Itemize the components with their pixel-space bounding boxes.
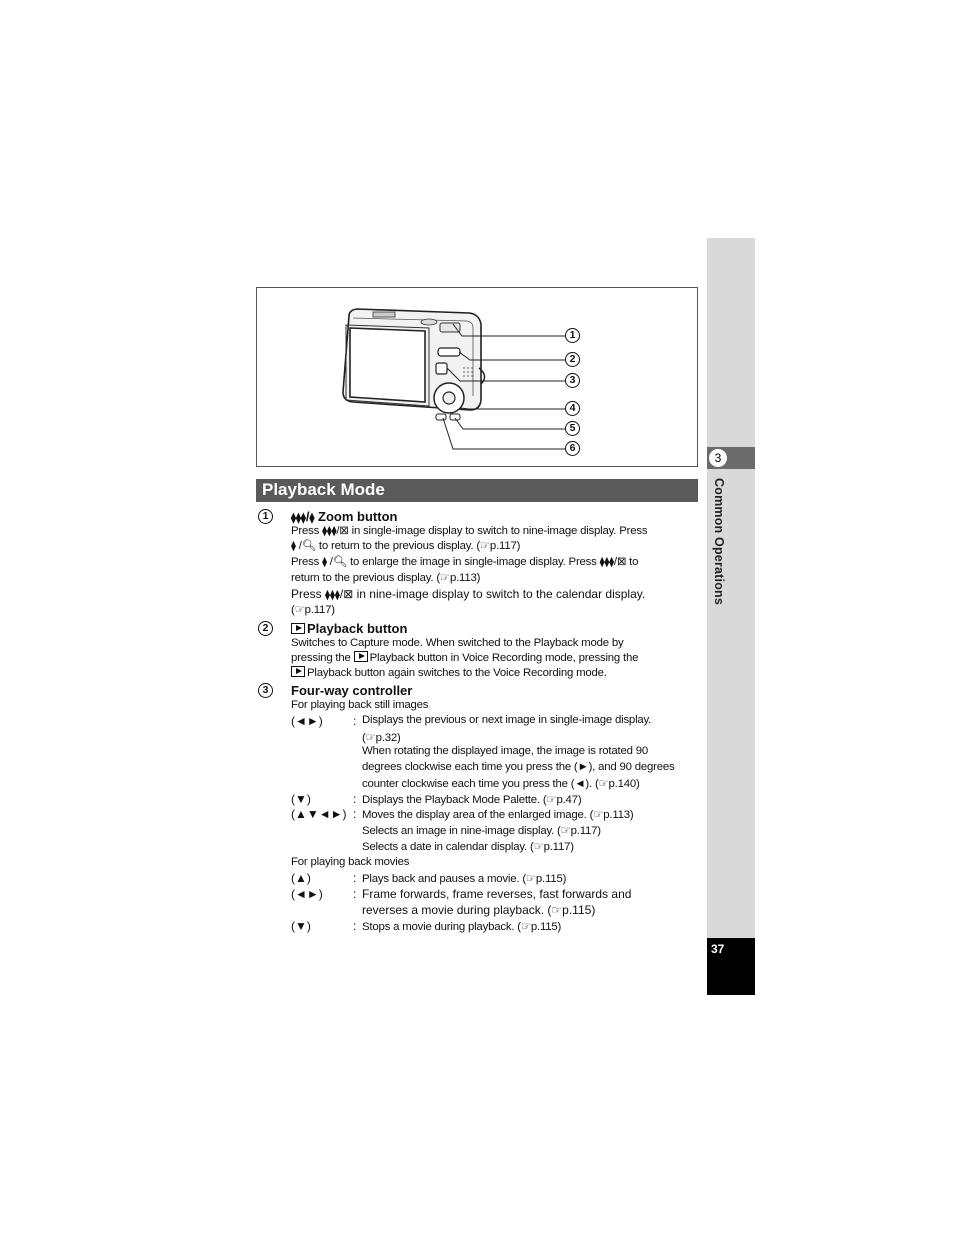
camera-figure	[256, 287, 698, 467]
magnify-icon: 🔍︎	[332, 556, 348, 568]
zoom-line-6: (☞p.117)	[291, 604, 335, 616]
zoom-out-icon: ⧫⧫⧫	[599, 557, 614, 568]
desc-line: Displays the previous or next image in single-image display.	[362, 714, 652, 726]
section-title: Playback Mode	[262, 480, 385, 499]
zoom-in-icon: ⧫	[322, 557, 327, 568]
key-up: (▲)	[291, 871, 311, 885]
desc-line: Selects an image in nine-image display. (☞p.117)	[362, 825, 601, 837]
desc-line: Stops a movie during playback. (☞p.115)	[362, 921, 562, 933]
key-down: (▼)	[291, 792, 311, 806]
zoom-out-icon: ⧫⧫⧫	[291, 513, 306, 524]
section-heading	[256, 479, 698, 502]
item-number-2: 2	[258, 621, 273, 636]
desc-line: Displays the Playback Mode Palette. (☞p.47)	[362, 794, 582, 806]
playback-line-2: pressing the Playback button in Voice Recording mode, pressing the	[291, 652, 639, 664]
playback-icon	[354, 651, 368, 662]
callout-6: 6	[565, 441, 580, 456]
callout-2: 2	[565, 352, 580, 367]
key-left-right: (◄►)	[291, 714, 323, 728]
colon: :	[353, 792, 357, 806]
desc-line: Plays back and pauses a movie. (☞p.115)	[362, 873, 567, 885]
callout-1: 1	[565, 328, 580, 343]
desc-line: degrees clockwise each time you press the (►), and 90 degrees	[362, 761, 675, 773]
desc-line: Frame forwards, frame reverses, fast forwards and	[362, 887, 632, 901]
colon: :	[353, 714, 357, 728]
movies-heading: For playing back movies	[291, 856, 410, 868]
desc-line: reverses a movie during playback. (☞p.115)	[362, 903, 596, 917]
thumbnail-icon: ⊠	[343, 587, 354, 601]
magnify-icon: 🔍︎	[301, 540, 316, 552]
callout-4: 4	[565, 401, 580, 416]
zoom-in-icon: ⧫	[291, 541, 296, 552]
key-left-right: (◄►)	[291, 887, 323, 901]
zoom-in-icon: ⧫	[309, 513, 315, 524]
zoom-out-icon: ⧫⧫⧫	[322, 526, 337, 537]
zoom-line-2: ⧫ /🔍︎ to return to the previous display. (☞p.117)	[291, 540, 521, 552]
playback-button-title: Playback button	[291, 621, 407, 636]
key-down: (▼)	[291, 919, 311, 933]
item-number-1: 1	[258, 509, 273, 524]
still-images-heading: For playing back still images	[291, 699, 429, 711]
item-number-3: 3	[258, 683, 273, 698]
callout-5: 5	[565, 421, 580, 436]
page-number: 37	[711, 942, 725, 956]
chapter-number: 3	[709, 449, 727, 467]
playback-icon	[291, 623, 305, 634]
zoom-out-icon: ⧫⧫⧫	[325, 590, 340, 601]
playback-icon	[291, 666, 305, 677]
zoom-line-1: Press ⧫⧫⧫/⊠ in single-image display to switch to nine-image display. Press	[291, 525, 648, 537]
colon: :	[353, 871, 357, 885]
colon: :	[353, 887, 357, 901]
desc-line: counter clockwise each time you press the (◄). (☞p.140)	[362, 778, 640, 790]
desc-line: Selects a date in calendar display. (☞p.117)	[362, 841, 574, 853]
thumbnail-icon: ⊠	[339, 525, 349, 537]
zoom-button-title: ⧫⧫⧫/⧫ Zoom button	[291, 509, 398, 524]
colon: :	[353, 919, 357, 933]
playback-line-1: Switches to Capture mode. When switched to the Playback mode by	[291, 637, 624, 649]
desc-line: Moves the display area of the enlarged image. (☞p.113)	[362, 809, 634, 821]
chapter-title: Common Operations	[712, 478, 726, 606]
thumbnail-icon: ⊠	[616, 556, 627, 568]
desc-line: (☞p.32)	[362, 732, 401, 744]
playback-line-3: Playback button again switches to the Voice Recording mode.	[291, 666, 607, 681]
key-all-directions: (▲▼◄►)	[291, 807, 347, 821]
zoom-line-5: Press ⧫⧫⧫/⊠ in nine-image display to switch to the calendar display.	[291, 587, 646, 601]
zoom-line-3: Press ⧫ /🔍︎ to enlarge the image in single-image display. Press ⧫⧫⧫/⊠ to	[291, 556, 639, 568]
camera-illustration	[257, 288, 697, 466]
zoom-line-4: return to the previous display. (☞p.113)	[291, 572, 481, 584]
callout-3: 3	[565, 373, 580, 388]
colon: :	[353, 807, 357, 821]
desc-line: When rotating the displayed image, the image is rotated 90	[362, 745, 648, 757]
four-way-title: Four-way controller	[291, 683, 413, 698]
